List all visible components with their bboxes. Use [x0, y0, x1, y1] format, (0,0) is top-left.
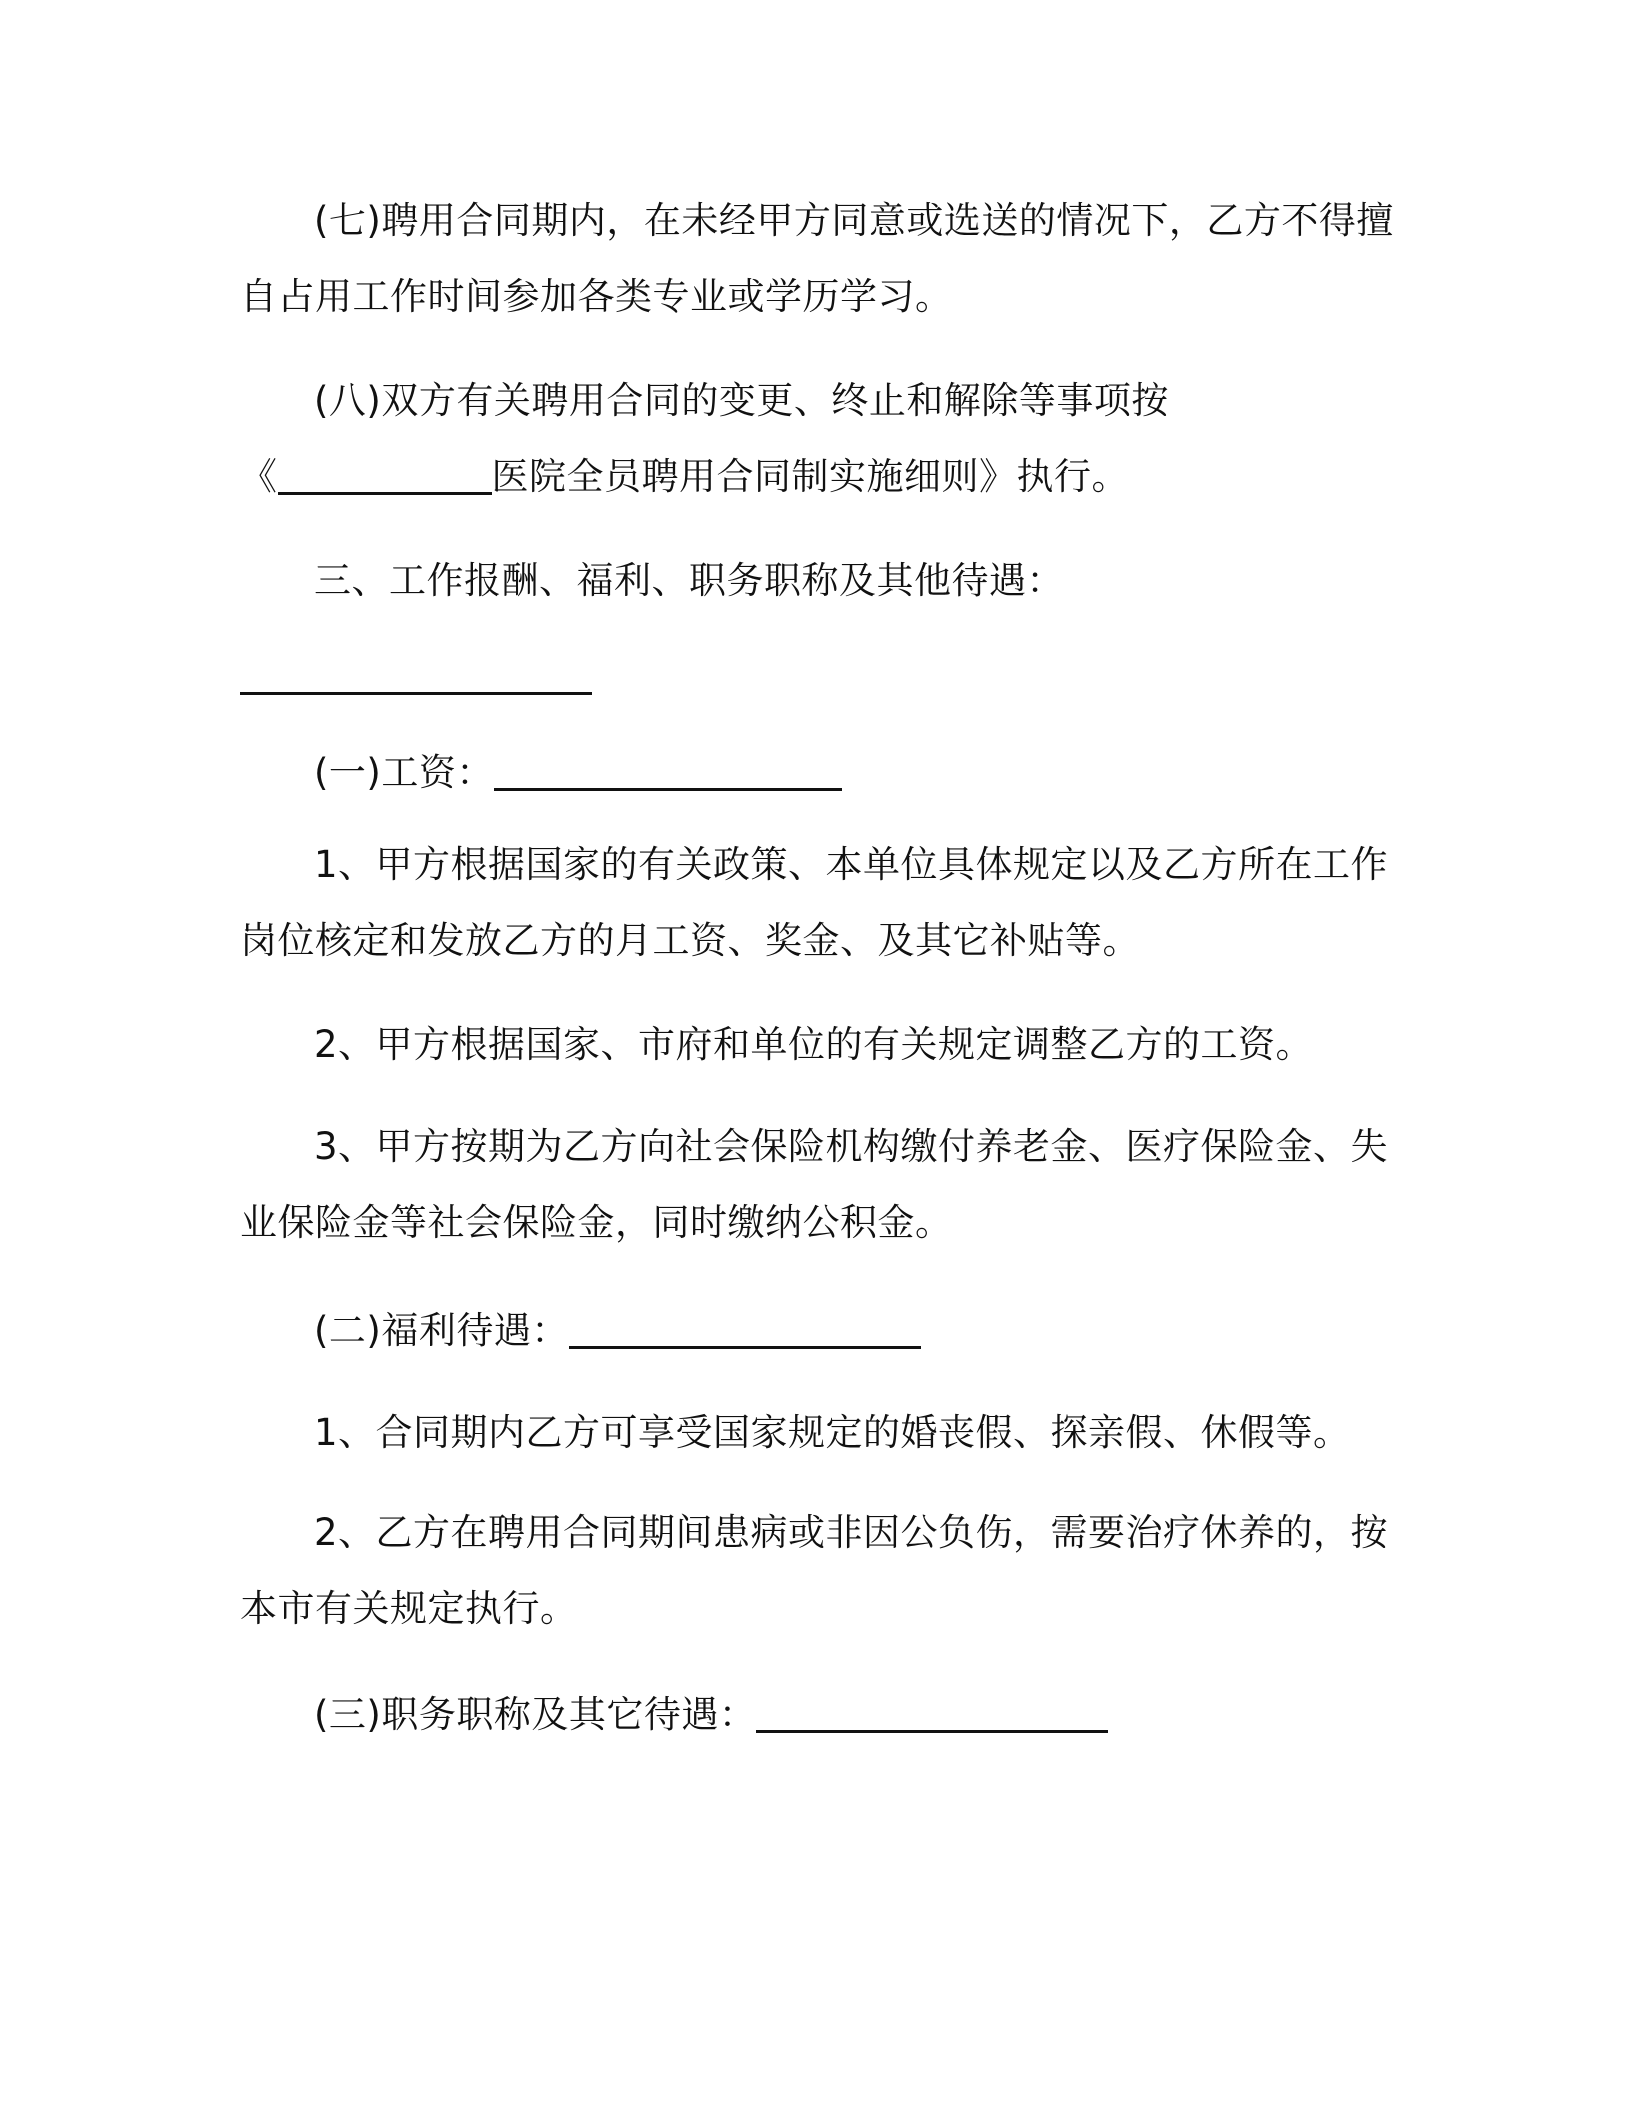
welfare-blank[interactable] [569, 1312, 921, 1349]
wage-item-1-line-1: 1、甲方根据国家的有关政策、本单位具体规定以及乙方所在工作 [314, 843, 1389, 886]
clause-8-line-1: (八)双方有关聘用合同的变更、终止和解除等事项按 [314, 379, 1169, 422]
welfare-item-2-line-2: 本市有关规定执行。 [240, 1587, 578, 1630]
wage-item-2: 2、甲方根据国家、市府和单位的有关规定调整乙方的工资。 [314, 1023, 1314, 1066]
welfare-label: (二)福利待遇： [314, 1309, 569, 1352]
wage-item-1-line-2: 岗位核定和发放乙方的月工资、奖金、及其它补贴等。 [240, 919, 1140, 962]
title-blank[interactable] [756, 1696, 1108, 1733]
book-title-open-mark: 《 [240, 455, 278, 498]
title-label: (三)职务职称及其它待遇： [314, 1693, 757, 1736]
welfare-item-1: 1、合同期内乙方可享受国家规定的婚丧假、探亲假、休假等。 [314, 1411, 1351, 1454]
wage-item-3-line-1: 3、甲方按期为乙方向社会保险机构缴付养老金、医疗保险金、失 [314, 1125, 1389, 1168]
wage-line [314, 748, 1400, 798]
section-3-blank-line [240, 652, 1400, 702]
title-line [314, 1690, 1400, 1740]
section-3-heading: 三、工作报酬、福利、职务职称及其他待遇： [314, 559, 1064, 602]
welfare-line [314, 1306, 1400, 1356]
wage-item-3-line-2: 业保险金等社会保险金，同时缴纳公积金。 [240, 1201, 953, 1244]
wage-blank[interactable] [494, 754, 842, 791]
wage-label: (一)工资： [314, 751, 494, 794]
clause-7-line-2: 自占用工作时间参加各类专业或学历学习。 [240, 275, 953, 318]
hospital-name-blank[interactable] [278, 458, 492, 495]
welfare-item-2-line-1: 2、乙方在聘用合同期间患病或非因公负伤，需要治疗休养的，按 [314, 1511, 1389, 1554]
clause-7-line-1: (七)聘用合同期内，在未经甲方同意或选送的情况下，乙方不得擅 [314, 199, 1394, 242]
clause-8-line-2-text: 医院全员聘用合同制实施细则》执行。 [491, 455, 1129, 498]
clause-8-line-2 [240, 452, 1400, 502]
section-3-blank[interactable] [240, 658, 592, 695]
